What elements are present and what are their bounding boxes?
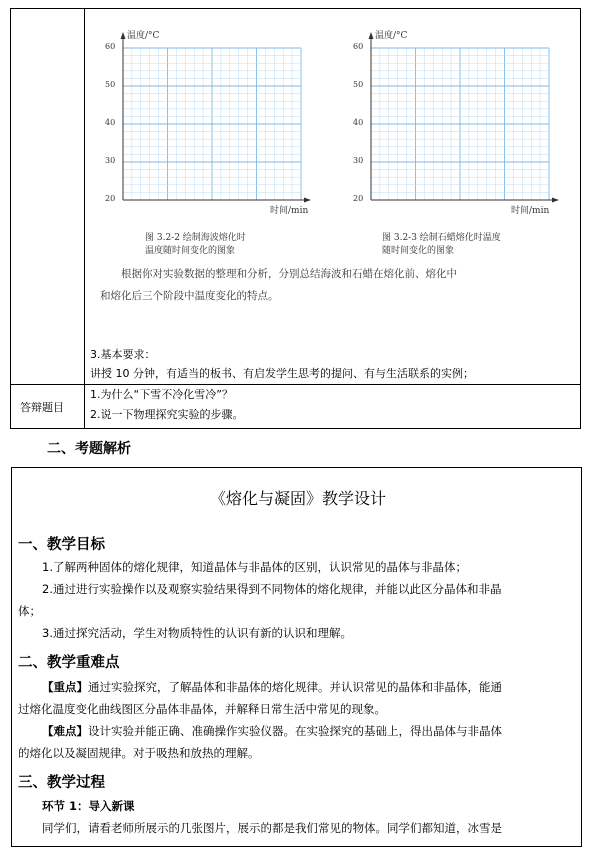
chart-2-grid — [371, 48, 549, 200]
chart-1-caption — [145, 232, 246, 258]
requirements — [90, 346, 575, 382]
textbook-paragraph-line1: 根据你对实验数据的整理和分析，分别总结海波和石蜡在熔化前、熔化中 — [121, 268, 457, 280]
chart-2-caption — [382, 232, 501, 258]
requirements-heading: 3.基本要求： — [90, 348, 156, 361]
defense-label: 答辩题目 — [20, 401, 64, 414]
chart-2-ytick: 50 — [353, 80, 364, 89]
chart-melting-hypo — [95, 28, 315, 218]
design-title: 《熔化与凝固》教学设计 — [209, 489, 386, 508]
goal-1: 1.了解两种固体的熔化规律，知道晶体与非晶体的区别，认识常见的晶体与非晶体； — [42, 560, 467, 574]
defense-questions — [90, 386, 244, 423]
table-border-left — [10, 8, 11, 429]
heading-teaching-process: 三、教学过程 — [18, 775, 105, 791]
table-row-divider — [10, 384, 581, 385]
chart-1-ytick: 20 — [105, 194, 116, 203]
key-difficult-points — [18, 676, 574, 764]
requirements-text: 讲授 10 分钟，有适当的板书、有启发学生思考的提问、有与生活联系的实例； — [90, 367, 474, 380]
textbook-paragraph — [100, 263, 570, 307]
textbook-paragraph-line2: 和熔化后三个阶段中温度变化的特点。 — [100, 290, 279, 302]
chart-2-x-arrow — [552, 198, 559, 203]
difficult-point-line1 — [18, 720, 574, 742]
chart-2-caption-line1: 图 3.2-3 绘制石蜡熔化时温度 — [382, 233, 501, 243]
difficult-point-line2: 的熔化以及凝固规律。对于吸热和放热的理解。 — [18, 746, 260, 760]
chart-2-ytick: 60 — [353, 42, 364, 51]
table-border-bottom — [10, 428, 581, 429]
table-border-right — [580, 8, 581, 429]
chart-2-ytick: 20 — [353, 194, 364, 203]
chart-1-ytick: 30 — [105, 156, 116, 165]
defense-question-1: 1.为什么“下雪不冷化雪冷”？ — [90, 388, 233, 401]
chart-2-xlabel: 时间/min — [511, 206, 550, 216]
chart-1-ytick: 60 — [105, 42, 116, 51]
chart-1-grid — [123, 48, 301, 200]
chart-1-ylabel: 温度/°C — [127, 31, 160, 41]
goal-2b: 体； — [18, 604, 41, 618]
step-1-text: 同学们，请看老师所展示的几张图片，展示的都是我们常见的物体。同学们都知道，冰雪是 — [42, 821, 502, 835]
chart-melting-wax — [343, 28, 563, 218]
defense-question-2: 2.说一下物理探究实验的步骤。 — [90, 408, 244, 421]
chart-1-ytick: 50 — [105, 80, 116, 89]
section-heading: 二、考题解析 — [47, 441, 131, 457]
chart-1-ytick: 40 — [105, 118, 116, 127]
chart-2-svg — [343, 28, 563, 218]
chart-2-ytick: 40 — [353, 118, 364, 127]
chart-1-x-arrow — [304, 198, 311, 203]
chart-1-caption-line1: 图 3.2-2 绘制海波熔化时 — [145, 233, 246, 243]
chart-2-ylabel: 温度/°C — [375, 31, 408, 41]
difficult-point-tag: 【难点】 — [42, 724, 88, 738]
chart-1-caption-line2: 温度随时间变化的图象 — [145, 246, 236, 256]
chart-1-svg — [95, 28, 315, 218]
goal-2a: 2.通过进行实验操作以及观察实验结果得到不同物体的熔化规律，并能以此区分晶体和非晶 — [42, 582, 502, 596]
table-border-top — [10, 8, 581, 9]
chart-1-xlabel: 时间/min — [270, 206, 309, 216]
heading-teaching-goals: 一、教学目标 — [18, 537, 105, 553]
chart-2-ytick: 30 — [353, 156, 364, 165]
table-col-divider — [84, 8, 85, 429]
chart-1-y-arrow — [121, 32, 126, 39]
chart-2-y-arrow — [369, 32, 374, 39]
key-point-text-a: 通过实验探究，了解晶体和非晶体的熔化规律。并认识常见的晶体和非晶体，能通 — [88, 680, 502, 694]
heading-key-points: 二、教学重难点 — [18, 655, 120, 671]
goal-3: 3.通过探究活动，学生对物质特性的认识有新的认识和理解。 — [42, 626, 352, 640]
difficult-point-text-a: 设计实验并能正确、准确操作实验仪器。在实验探究的基础上，得出晶体与非晶体 — [88, 724, 502, 738]
key-point-line2: 过熔化温度变化曲线图区分晶体非晶体，并解释日常生活中常见的现象。 — [18, 702, 386, 716]
teaching-goals — [18, 556, 574, 644]
key-point-line1 — [18, 676, 574, 698]
key-point-tag: 【重点】 — [42, 680, 88, 694]
step-1-heading: 环节 1：导入新课 — [42, 799, 135, 813]
chart-2-caption-line2: 随时间变化的图象 — [382, 246, 455, 256]
